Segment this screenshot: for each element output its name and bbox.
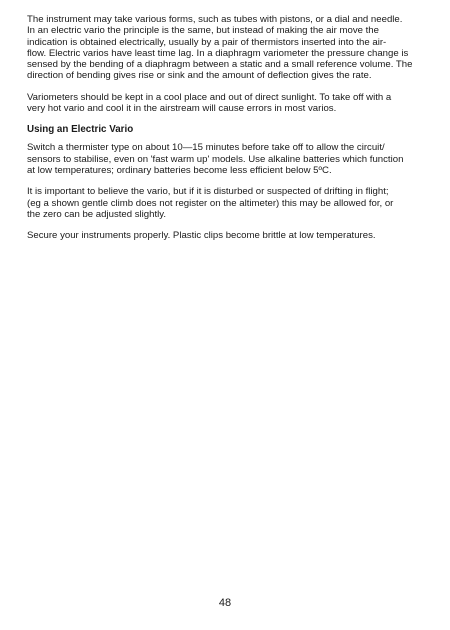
text-line: flow. Electric varios have least time lag. In a diaphragm variometer the pressure change is xyxy=(27,47,409,59)
paragraph-variometer-storage xyxy=(27,92,435,115)
paragraph-believe-vario xyxy=(27,186,435,220)
text-line: Variometers should be kept in a cool place and out of direct sunlight. To take off with a xyxy=(27,91,392,103)
text-line: The instrument may take various forms, such as tubes with pistons, or a dial and needle. xyxy=(27,14,403,25)
text-line: indication is obtained electrically, usually by a pair of thermistors inserted into the air- xyxy=(27,36,387,48)
text-line: direction of bending gives rise or sink and the amount of deflection gives the rate. xyxy=(27,70,372,82)
text-line: sensors to stabilise, even on 'fast warm up' models. Use alkaline batteries which function xyxy=(27,153,404,165)
text-line: very hot vario and cool it in the airstream will cause errors in most varios. xyxy=(27,103,337,115)
paragraph-instrument-forms xyxy=(27,14,435,82)
text-line: at low temperatures; ordinary batteries become less efficient below 5ºC. xyxy=(27,164,332,176)
section-heading: Using an Electric Vario xyxy=(27,124,134,136)
page-number: 48 xyxy=(218,597,232,609)
text-line: the zero can be adjusted slightly. xyxy=(27,208,167,220)
text-line: sensed by the bending of a diaphragm between a static and a small reference volume. The xyxy=(27,59,413,71)
paragraph-secure-instruments xyxy=(27,230,435,241)
text-line: Switch a thermister type on about 10—15 minutes before take off to allow the circuit/ xyxy=(27,142,385,154)
text-line: It is important to believe the vario, but if it is disturbed or suspected of drifting in flight; xyxy=(27,186,389,198)
text-line: (eg a shown gentle climb does not register on the altimeter) this may be allowed for, or xyxy=(27,197,394,209)
paragraph-switch-on xyxy=(27,142,435,176)
text-line: Secure your instruments properly. Plastic clips become brittle at low temperatures. xyxy=(27,230,376,242)
text-line: In an electric vario the principle is the same, but instead of making the air move the xyxy=(27,25,379,37)
page-body xyxy=(27,14,435,251)
